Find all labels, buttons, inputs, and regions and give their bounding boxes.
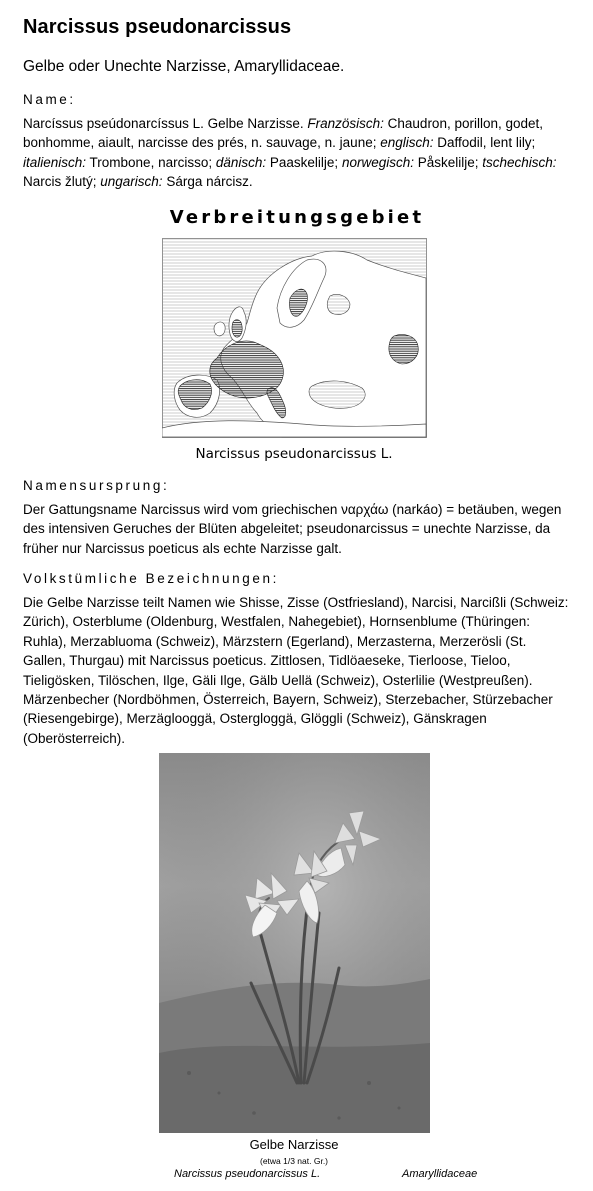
distribution-map — [162, 238, 427, 438]
distribution-heading: Verbreitungsgebiet — [169, 207, 425, 228]
page-subtitle: Gelbe oder Unechte Narzisse, Amaryllidaceae. — [23, 58, 345, 75]
language-label-french: Französisch: — [307, 116, 384, 131]
name-text-part: Daffodil, lent lily; — [433, 135, 536, 151]
language-label-norwegian: norwegisch: — [341, 154, 414, 170]
language-label-hungarian: ungarisch: — [100, 174, 163, 190]
name-section-text — [23, 114, 571, 192]
photo-caption-family: Amaryllidaceae — [402, 1168, 478, 1180]
name-text-part: Chaudron, porillon, godet, bonhomme, aiault, narcisse des prés, n. sauvage, n. jaune; — [23, 116, 544, 151]
page-title: Narcissus pseudonarcissus — [23, 16, 292, 38]
language-label-english: englisch: — [380, 135, 434, 151]
language-label-danish: dänisch: — [215, 154, 267, 170]
name-section-label: Name: — [23, 92, 76, 107]
name-text-part: Sárga nárcisz. — [162, 174, 253, 190]
name-text-part: Paaskelilje; — [266, 154, 342, 170]
name-text-part: Narcis žlutý; — [23, 174, 101, 190]
language-label-italian: italienisch: — [23, 154, 87, 170]
name-text-part: Påskelilje; — [413, 154, 483, 170]
photo-caption-species: Narcissus pseudonarcissus L. — [174, 1168, 321, 1180]
photo-caption-title: Gelbe Narzisse — [249, 1137, 339, 1152]
map-range-britain — [232, 320, 242, 337]
folk-names-section-label: Volkstümliche Bezeichnungen: — [23, 571, 279, 586]
origin-section-text: Der Gattungsname Narcissus wird vom griechischen ναρχάω (narkáo) = betäuben, wegen des intensiven Geruches der Blüten abgeleitet; pseudonarcissus = unechte Narzisse, da früher nur Narcissus poeticus als echte Narzisse galt. — [23, 502, 562, 556]
name-text-part: Narcíssus pseúdonarcíssus L. Gelbe Narzisse. — [23, 116, 308, 131]
daffodil-photo — [159, 753, 430, 1133]
folk-names-section-text: Die Gelbe Narzisse teilt Namen wie Shisse, Zisse (Ostfriesland), Narcisi, Narcißli (Schweiz: Zürich), Osterblume (Oldenburg, Westfalen, Nahegebiet), Hornsenblume (Thüringen: Ruhla), Merzabluoma (Schweiz), Märzstern (Egerland), Merzasterna, Merzerösli (St. Gallen, Thurgau) mit Narcissus poeticus. Zittlosen, Tidlöaeseke, Tierloose, Tieloo, Tieligösken, Tilöschen, Ilge, Gäli Ilge, Gälb Uellä (Schweiz), Osterlilie (Westpreußen). Märzenbecher (Nordböhmen, Österreich, Bayern, Schweiz), Sterzebacher, Stürzebacher (Riesengebirge), Merzäglooggä, Ostergloggä, Glöggli (Schweiz), Gänskragen (Oberösterreich). — [23, 595, 569, 746]
language-label-czech: tschechisch: — [482, 154, 557, 170]
photo-caption-scale: (etwa 1/3 nat. Gr.) — [259, 1156, 329, 1166]
map-land-ireland — [214, 322, 225, 336]
name-text-part: Trombone, narcisso; — [86, 154, 216, 170]
map-range-caucasus — [389, 334, 418, 364]
map-caption: Narcissus pseudonarcissus L. — [195, 446, 393, 462]
origin-section-label: Namensursprung: — [23, 478, 170, 493]
